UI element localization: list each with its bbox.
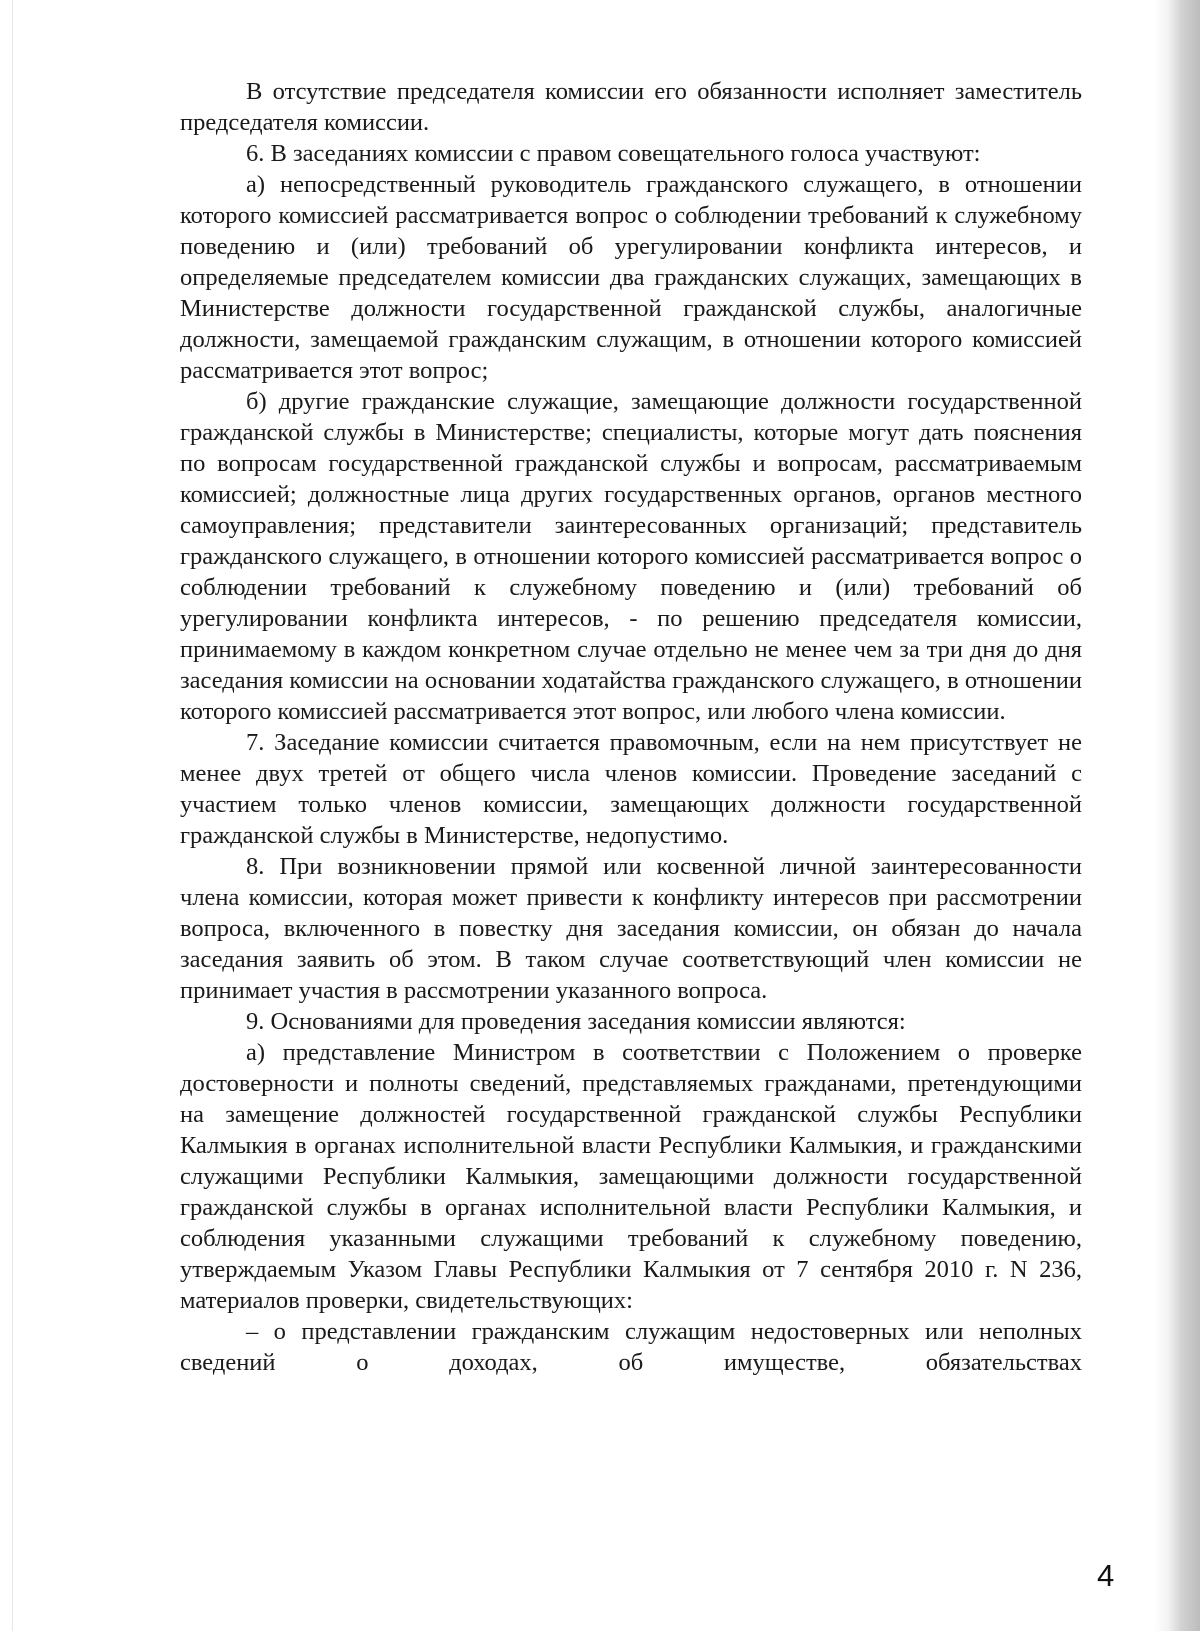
paragraph-item-6a: а) непосредственный руководитель гражданского служащего, в отношении которого комиссией рассматривается вопрос о соблюдении требований к служебному поведению и (или) требований об урегулировании конфликта интересов, и определяемые председателем комиссии два гражданских служащих, замещающих в Министерстве должности государственной гражданской службы, аналогичные должности, замещаемой гражданским служащим, в отношении которого комиссией рассматривается этот вопрос; (180, 171, 1082, 384)
paragraph-item-9a-dash: – о представлении гражданским служащим недостоверных или неполных сведений о доходах, об имуществе, обязательствах (180, 1318, 1082, 1376)
scan-left-edge (12, 0, 13, 1631)
paragraph-item-9a: а) представление Министром в соответствии с Положением о проверке достоверности и полноты сведений, представляемых гражданами, претендующими на замещение должностей государственной гражданской службы Республики Калмыкия в органах исполнительной власти Республики Калмыкия, и гражданскими служащими Республики Калмыкия, замещающими должности государственной гражданской службы в органах исполнительной власти Республики Калмыкия, и соблюдения указанными служащими требований к служебному поведению, утверждаемым Указом Главы Республики Калмыкия от 7 сентября 2010 г. N 236, материалов проверки, свидетельствующих: (180, 1039, 1082, 1314)
paragraph-item-6: 6. В заседаниях комиссии с правом совещательного голоса участвуют: (246, 140, 981, 167)
document-body (180, 76, 1082, 1378)
paragraph-item-7: 7. Заседание комиссии считается правомочным, если на нем присутствует не менее двух третей от общего числа членов комиссии. Проведение заседаний с участием только членов комиссии, замещающих должности государственной гражданской службы в Министерстве, недопустимо. (180, 729, 1082, 849)
paragraph-item-9: 9. Основаниями для проведения заседания комиссии являются: (246, 1008, 906, 1035)
scan-right-edge-shadow (1154, 0, 1200, 1631)
paragraph-item-6b: б) другие гражданские служащие, замещающие должности государственной гражданской службы в Министерстве; специалисты, которые могут дать пояснения по вопросам государственной гражданской службы и вопросам, рассматриваемым комиссией; должностные лица других государственных органов, органов местного самоуправления; представители заинтересованных организаций; представитель гражданского служащего, в отношении которого комиссией рассматривается вопрос о соблюдении требований к служебному поведению и (или) требований об урегулировании конфликта интересов, - по решению председателя комиссии, принимаемому в каждом конкретном случае отдельно не менее чем за три дня до дня заседания комиссии на основании ходатайства гражданского служащего, в отношении которого комиссией рассматривается этот вопрос, или любого члена комиссии. (180, 388, 1082, 725)
paragraph-vice-chair: В отсутствие председателя комиссии его обязанности исполняет заместитель председателя комиссии. (180, 78, 1082, 136)
paragraph-item-8: 8. При возникновении прямой или косвенной личной заинтересованности члена комиссии, которая может привести к конфликту интересов при рассмотрении вопроса, включенного в повестку дня заседания комиссии, он обязан до начала заседания заявить об этом. В таком случае соответствующий член комиссии не принимает участия в рассмотрении указанного вопроса. (180, 853, 1082, 1004)
page-number: 4 (1097, 1558, 1115, 1593)
